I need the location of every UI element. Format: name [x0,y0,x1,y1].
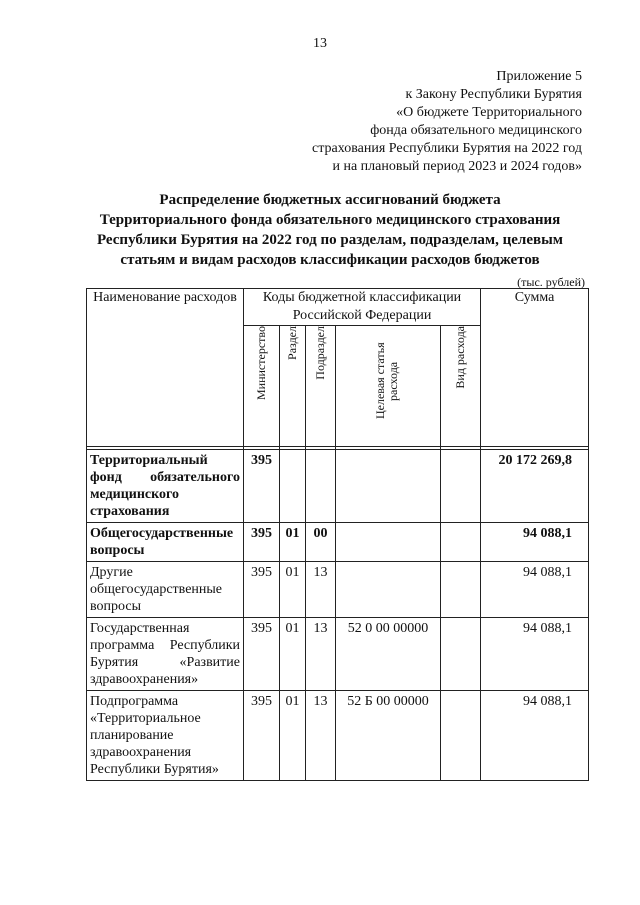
header-expense-type [441,326,481,447]
row-type [441,691,481,781]
row-sum: 94 088,1 [481,691,589,781]
row-target: 52 Б 00 00000 [336,691,441,781]
appendix-line: и на плановый период 2023 и 2024 годов» [332,159,582,174]
row-section [280,450,306,523]
row-type [441,450,481,523]
budget-table [86,288,589,781]
row-ministry: 395 [244,523,280,562]
row-sum: 94 088,1 [481,618,589,691]
row-ministry: 395 [244,691,280,781]
title-line: Территориального фонда обязательного медицинского страхования [99,212,561,228]
appendix-line: страхования Республики Бурятия на 2022 год [312,141,582,156]
row-target [336,562,441,618]
row-section: 01 [280,523,306,562]
table-row [87,562,589,618]
title-line: Распределение бюджетных ассигнований бюджета [159,192,501,208]
row-sum: 94 088,1 [481,562,589,618]
document-title [72,190,588,270]
appendix-reference [312,68,582,176]
header-subsection-label: Подраздел [313,326,327,380]
row-section: 01 [280,691,306,781]
appendix-line: к Закону Республики Бурятия [405,87,582,102]
row-target [336,450,441,523]
title-line: Республики Бурятия на 2022 год по разделам, подразделам, целевым [96,232,564,248]
row-name: Подпрограмма «Территориальное планирование здравоохранения Республики Бурятия» [87,691,244,781]
row-section: 01 [280,562,306,618]
row-type [441,618,481,691]
header-target-item [336,326,441,447]
row-subsection: 13 [306,562,336,618]
row-name: Государственная программа Республики Бурятия «Развитие здравоохранения» [87,618,244,691]
row-ministry: 395 [244,450,280,523]
header-codes: Коды бюджетной классификации Российской Федерации [244,289,481,326]
row-name: Территориальный фонд обязательного медицинского страхования [87,450,244,523]
row-name: Другие общегосударственные вопросы [87,562,244,618]
row-sum: 20 172 269,8 [481,450,589,523]
header-ministry-label: Министерство [254,326,268,400]
header-name: Наименование расходов [87,289,244,447]
row-subsection: 13 [306,691,336,781]
row-section: 01 [280,618,306,691]
header-sum: Сумма [481,289,589,447]
row-subsection [306,450,336,523]
row-ministry: 395 [244,562,280,618]
row-type [441,562,481,618]
appendix-line: «О бюджете Территориального [396,105,582,120]
table-row [87,523,589,562]
header-section [280,326,306,447]
units-label: (тыс. рублей) [517,275,585,289]
header-target-item-label: Целевая статья расхода [373,342,400,420]
row-sum: 94 088,1 [481,523,589,562]
row-subsection: 13 [306,618,336,691]
appendix-line: Приложение 5 [496,69,582,84]
row-type [441,523,481,562]
row-subsection: 00 [306,523,336,562]
row-ministry: 395 [244,618,280,691]
title-line: статьям и видам расходов классификации расходов бюджетов [120,252,540,268]
header-subsection [306,326,336,447]
row-name: Общегосударственные вопросы [87,523,244,562]
row-target [336,523,441,562]
appendix-line: фонда обязательного медицинского [370,123,582,138]
header-expense-type-label: Вид расхода [453,326,468,389]
table-row [87,618,589,691]
page-number: 13 [313,36,327,51]
header-section-label: Раздел [285,326,299,360]
header-ministry [244,326,280,447]
table-row [87,450,589,523]
row-target: 52 0 00 00000 [336,618,441,691]
table-row [87,691,589,781]
